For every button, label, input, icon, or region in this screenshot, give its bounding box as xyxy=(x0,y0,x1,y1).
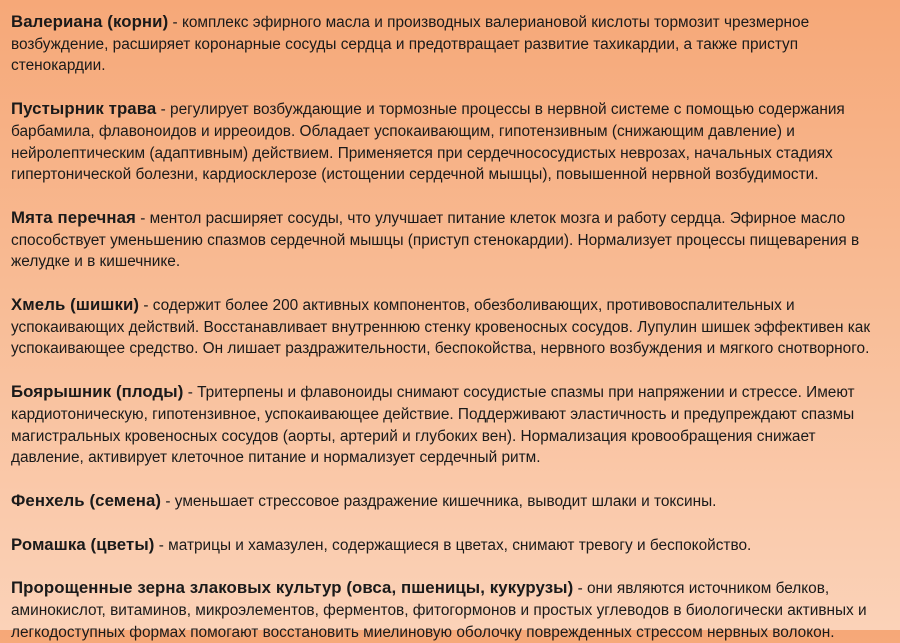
entry-hawthorn xyxy=(11,381,888,469)
entry-description: - комплекс эфирного масла и производных валериановой кислоты тормозит чрезмерное возбуждение, расширяет коронарные сосуды сердца и предотвращает развитие тахикардии, а также приступ стенокардии. xyxy=(11,14,810,75)
entry-valerian xyxy=(11,11,888,77)
entry-chamomile xyxy=(11,534,888,557)
entry-description: - уменьшает стрессовое раздражение кишечника, выводит шлаки и токсины. xyxy=(161,492,717,510)
entry-hops xyxy=(11,294,888,360)
entry-motherwort xyxy=(11,98,888,186)
entry-description: - содержит более 200 активных компонентов, обезболивающих, противовоспалительных и успокаивающих действий. Восстанавливает внутреннюю стенку кровеносных сосудов. Лупулин шишек эффективен как успокаивающее средство. Он лишает раздражительности, беспокойства, нервного возбуждения и мягкого снотворного. xyxy=(11,297,871,358)
entry-description: - матрицы и хамазулен, содержащиеся в цветах, снимают тревогу и беспокойство. xyxy=(154,536,752,554)
entry-description: - ментол расширяет сосуды, что улучшает питание клеток мозга и работу сердца. Эфирное масло способствует уменьшению спазмов сердечной мышцы (приступ стенокардии). Нормализует процессы пищеварения в желудке и в кишечнике. xyxy=(11,209,860,271)
entry-term: Ромашка (цветы) xyxy=(11,534,155,554)
entry-sprouted-grains xyxy=(11,577,888,643)
entry-peppermint xyxy=(11,207,888,273)
entry-description: - Тритерпены и флавоноиды снимают сосудистые спазмы при напряжении и стрессе. Имеют кардиотоническую, гипотензивное, успокаивающее действие. Поддерживают эластичность и предупреждают спазмы магистральных кровеносных сосудов (аорты, артерий и глубоких вен). Нормализация кровообращения снижает давление, активирует клеточное питание и нормализует сердечный ритм. xyxy=(11,384,855,467)
entry-term: Мята перечная xyxy=(11,207,136,227)
entry-term: Боярышник (плоды) xyxy=(11,382,184,402)
entry-description: - они являются источником белков, аминокислот, витаминов, микроэлементов, ферментов, фитогормонов и простых углеводов в биологически активных и легкодоступных формах помогают восстановить миелиновую оболочку поврежденных стрессом нервных волокон. xyxy=(11,580,867,641)
entry-fennel xyxy=(11,490,888,513)
entry-term: Пророщенные зерна злаковых культур (овса, пшеницы, кукурузы) xyxy=(11,578,574,598)
entry-term: Валериана (корни) xyxy=(11,12,169,31)
entry-description: - регулирует возбуждающие и тормозные процессы в нервной системе с помощью содержания барбамила, флавоноидов и ирреоидов. Обладает успокаивающим, гипотензивным (снижающим давление) и нейролептическим (адаптивным) действием. Применяется при сердечнососудистых неврозах, начальных стадиях гипертонической болезни, кардиосклерозе (истощении сердечной мышцы), повышенной нервной возбудимости. xyxy=(11,101,845,184)
entry-term: Хмель (шишки) xyxy=(11,295,140,315)
entry-term: Фенхель (семена) xyxy=(11,490,162,510)
entry-term: Пустырник трава xyxy=(11,99,157,119)
